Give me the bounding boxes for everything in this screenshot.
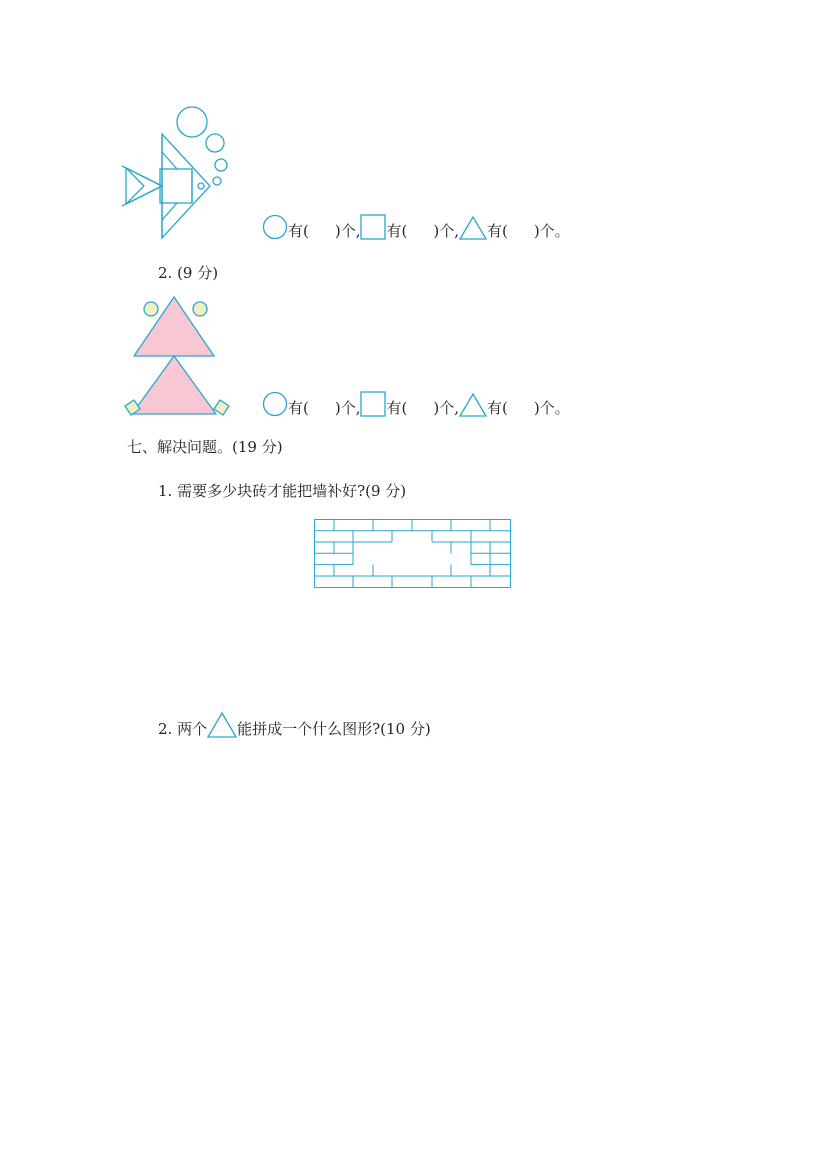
q2-triangle-have: 有( — [486, 399, 508, 417]
section7-heading: 七、解决问题。(19 分) — [127, 438, 283, 456]
q2-circle-have: 有( — [288, 399, 309, 417]
fish-drawing — [122, 104, 237, 240]
q1-close-ge-2: )个, — [433, 222, 459, 240]
square-icon — [360, 214, 386, 240]
q2-heading: 2. (9 分) — [158, 264, 219, 282]
bubble-tiny — [213, 177, 221, 185]
q2-close-ge-2: )个, — [433, 399, 459, 417]
q1-square-have: 有( — [386, 222, 408, 240]
bubble-small — [215, 159, 227, 171]
bubble-large — [177, 107, 207, 137]
triangle-icon — [207, 712, 237, 738]
triangle-icon — [459, 393, 487, 417]
triangle-icon — [459, 216, 487, 240]
fish-square — [160, 169, 192, 203]
fish-eye — [198, 183, 204, 189]
q1-answer-line — [262, 214, 570, 240]
q1-triangle-have: 有( — [486, 222, 508, 240]
bubble-medium — [206, 134, 224, 152]
stacked-triangles-drawing — [124, 296, 234, 418]
left-ear-circle — [144, 302, 158, 316]
triangle-figure — [124, 296, 234, 418]
problem2-prefix: 2. 两个 — [158, 720, 208, 738]
circle-icon — [262, 391, 288, 417]
right-foot-square — [214, 400, 229, 415]
q1-circle-have: 有( — [288, 222, 309, 240]
square-icon — [360, 391, 386, 417]
q2-close-ge-1: )个, — [334, 399, 361, 417]
problem1-text: 1. 需要多少块砖才能把墙补好?(9 分) — [158, 482, 407, 500]
problem2-line — [158, 712, 431, 738]
fish-figure — [122, 104, 237, 240]
q1-close-ge-1: )个, — [334, 222, 361, 240]
fish-body-triangle — [162, 134, 210, 238]
q1-close-ge-end: )个。 — [533, 222, 570, 240]
q2-square-have: 有( — [386, 399, 408, 417]
bottom-triangle — [132, 356, 216, 414]
problem2-suffix: 能拼成一个什么图形?(10 分) — [237, 720, 431, 738]
q2-close-ge-end: )个。 — [533, 399, 570, 417]
circle-icon — [262, 214, 288, 240]
right-ear-circle — [193, 302, 207, 316]
brick-wall-drawing — [314, 519, 512, 589]
q2-answer-line — [262, 391, 570, 417]
brick-wall-figure — [314, 519, 512, 589]
